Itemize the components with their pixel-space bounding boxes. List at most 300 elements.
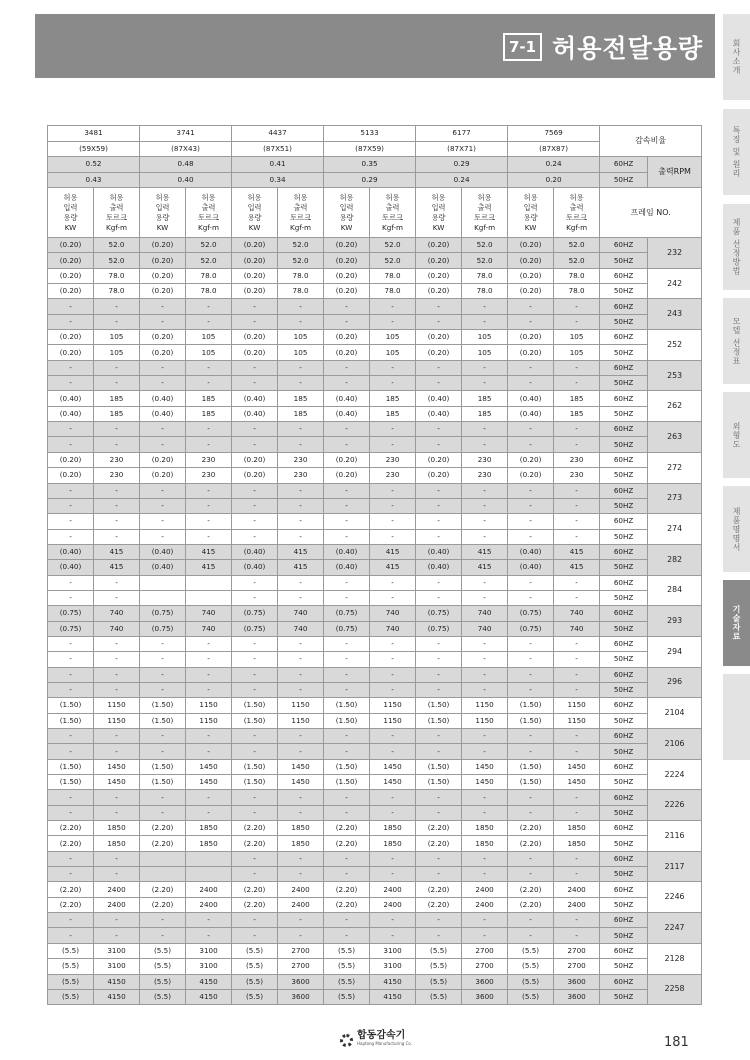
value-cell: - [232,314,278,329]
value-cell: 52.0 [278,253,324,268]
side-tab-4[interactable] [723,298,750,384]
value-cell: 3100 [186,959,232,974]
hz-cell: 60HZ [600,360,648,375]
value-cell: (0.20) [140,345,186,360]
value-cell: 1450 [462,759,508,774]
side-tab-label: 제품명명서 [732,506,741,552]
value-cell: - [94,575,140,590]
value-cell: 78.0 [462,268,508,283]
value-cell: 3100 [94,959,140,974]
value-cell: - [94,299,140,314]
table-row [48,959,702,974]
value-cell: (0.40) [324,560,370,575]
value-cell: (0.20) [416,468,462,483]
table-row [48,483,702,498]
value-cell: 1150 [186,698,232,713]
value-cell: 230 [94,468,140,483]
value-cell: - [278,422,324,437]
value-cell: - [416,299,462,314]
value-cell: (5.5) [508,989,554,1004]
value-cell: 4150 [94,989,140,1004]
value-cell: (0.20) [140,468,186,483]
value-cell: 1150 [370,698,416,713]
value-cell: - [278,360,324,375]
side-tab-3[interactable] [723,204,750,290]
value-cell: (0.20) [232,452,278,467]
value-cell: - [186,928,232,943]
table-row [48,897,702,912]
value-cell: (5.5) [508,943,554,958]
value-cell: (2.20) [324,897,370,912]
value-cell: 1850 [278,821,324,836]
value-cell: - [508,682,554,697]
value-cell: 105 [94,330,140,345]
value-cell: - [462,483,508,498]
value-cell: 230 [278,452,324,467]
value-cell: - [508,790,554,805]
value-cell: (0.20) [508,284,554,299]
value-cell: - [370,913,416,928]
value-cell: (0.75) [232,606,278,621]
value-cell: - [554,483,600,498]
value-cell: (0.20) [416,284,462,299]
frame-no-cell: 294 [648,636,702,667]
value-cell: - [94,636,140,651]
value-cell: 230 [370,452,416,467]
value-cell: - [232,667,278,682]
value-cell: - [94,422,140,437]
value-cell: - [278,667,324,682]
value-cell: 1850 [186,836,232,851]
value-cell: 1850 [278,836,324,851]
col-kw-header: 허용 입력 용량 KW [140,188,186,238]
hz-cell: 60HZ [600,667,648,682]
value-cell: (2.20) [416,882,462,897]
value-cell: (1.50) [416,713,462,728]
header-row-units [48,188,702,238]
value-cell: - [324,867,370,882]
value-cell: (5.5) [416,974,462,989]
value-cell: 1150 [278,698,324,713]
value-cell: 1850 [370,821,416,836]
table-row [48,514,702,529]
value-cell: (5.5) [140,943,186,958]
value-cell: (2.20) [140,882,186,897]
value-cell: 4150 [370,989,416,1004]
value-cell: - [186,498,232,513]
frame-no-cell: 2106 [648,729,702,760]
value-cell: 2700 [278,959,324,974]
value-cell: - [416,682,462,697]
side-tab-5[interactable] [723,392,750,478]
value-cell: - [48,514,94,529]
value-cell: 2400 [370,882,416,897]
value-cell: (0.75) [324,621,370,636]
value-cell: - [140,422,186,437]
value-cell: - [278,867,324,882]
value-cell: 105 [554,330,600,345]
section-title [503,30,703,64]
value-cell: 415 [370,544,416,559]
value-cell: - [232,729,278,744]
value-cell: - [140,729,186,744]
value-cell: - [416,437,462,452]
value-cell: - [278,514,324,529]
value-cell: - [416,314,462,329]
value-cell: 230 [554,468,600,483]
value-cell: - [232,913,278,928]
value-cell: (0.20) [324,452,370,467]
value-cell: - [508,575,554,590]
value-cell: (1.50) [508,713,554,728]
value-cell: (5.5) [232,959,278,974]
value-cell: 1850 [462,836,508,851]
value-cell: (0.75) [508,621,554,636]
value-cell: - [462,422,508,437]
table-row [48,698,702,713]
value-cell: - [278,928,324,943]
value-cell: (1.50) [140,759,186,774]
value-cell: (0.40) [416,391,462,406]
frame-no-cell: 284 [648,575,702,606]
value-cell: 740 [370,621,416,636]
value-cell: (1.50) [324,713,370,728]
value-cell: - [554,928,600,943]
value-cell: - [186,314,232,329]
value-cell: 105 [554,345,600,360]
value-cell: - [186,299,232,314]
value-cell: - [462,360,508,375]
value-cell: - [324,360,370,375]
value-cell: (2.20) [508,897,554,912]
value-cell: (5.5) [140,959,186,974]
value-cell: - [462,636,508,651]
hz-cell: 50HZ [600,713,648,728]
ratio-header-cell: 7569 [508,126,600,142]
value-cell: - [140,498,186,513]
frame-no-cell: 253 [648,360,702,391]
value-cell: - [370,667,416,682]
value-cell: (0.20) [140,452,186,467]
value-cell: - [48,498,94,513]
value-cell: - [508,652,554,667]
value-cell: 1150 [554,713,600,728]
value-cell: - [94,667,140,682]
value-cell: 185 [186,406,232,421]
frame-no-cell: 263 [648,422,702,453]
hz-cell: 50HZ [600,498,648,513]
value-cell: (5.5) [232,974,278,989]
value-cell: - [324,682,370,697]
value-cell: - [508,805,554,820]
value-cell: - [140,636,186,651]
value-cell: (0.20) [48,345,94,360]
value-cell: - [508,744,554,759]
value-cell: (5.5) [324,989,370,1004]
value-cell: - [94,867,140,882]
value-cell: 415 [278,560,324,575]
value-cell: (0.40) [48,560,94,575]
value-cell: - [186,805,232,820]
value-cell: (5.5) [508,959,554,974]
value-cell: - [462,299,508,314]
hz-cell: 60HZ [600,330,648,345]
table-row [48,330,702,345]
table-row [48,928,702,943]
col-torque-header: 허용 출력 토르크 Kgf-m [554,188,600,238]
rpm-60-cell: 0.24 [508,157,600,173]
hz-cell: 50HZ [600,253,648,268]
value-cell: - [48,867,94,882]
value-cell: - [508,483,554,498]
hz-cell: 50HZ [600,897,648,912]
value-cell: - [140,913,186,928]
value-cell: - [554,437,600,452]
value-cell: (1.50) [48,759,94,774]
hz-cell: 60HZ [600,821,648,836]
value-cell: (2.20) [48,821,94,836]
value-cell: 105 [462,345,508,360]
rpm-50-cell: 0.20 [508,172,600,188]
value-cell: (0.75) [48,621,94,636]
value-cell: 4150 [186,974,232,989]
value-cell: - [140,529,186,544]
value-cell: (0.75) [48,606,94,621]
ratio-sub-cell: (87X59) [324,141,416,157]
value-cell: (2.20) [232,882,278,897]
value-cell: - [462,851,508,866]
value-cell: - [324,299,370,314]
value-cell: 2400 [554,882,600,897]
value-cell [186,575,232,590]
value-cell: - [508,913,554,928]
value-cell: - [48,376,94,391]
value-cell: (5.5) [508,974,554,989]
value-cell: 2700 [278,943,324,958]
table-row [48,729,702,744]
value-cell: 1850 [370,836,416,851]
value-cell: (0.40) [416,406,462,421]
hz-cell: 50HZ [600,805,648,820]
value-cell: - [370,529,416,544]
value-cell: - [186,636,232,651]
frame-no-cell: 2128 [648,943,702,974]
value-cell: - [186,790,232,805]
value-cell: - [94,682,140,697]
value-cell: - [416,652,462,667]
value-cell: - [94,514,140,529]
value-cell: (0.75) [232,621,278,636]
value-cell: 740 [462,606,508,621]
value-cell: 52.0 [370,238,416,253]
value-cell: - [48,636,94,651]
value-cell: - [554,805,600,820]
value-cell: - [370,437,416,452]
value-cell: - [140,314,186,329]
hz-cell: 50HZ [600,989,648,1004]
rpm-50-cell: 0.24 [416,172,508,188]
value-cell: - [370,928,416,943]
value-cell: - [278,913,324,928]
value-cell: (2.20) [416,836,462,851]
ratio-header-cell: 3741 [140,126,232,142]
table-row [48,913,702,928]
value-cell: - [232,682,278,697]
value-cell: - [462,575,508,590]
frame-no-cell: 273 [648,483,702,514]
ratio-sub-cell: (87X87) [508,141,600,157]
value-cell: - [508,360,554,375]
table-row [48,943,702,958]
col-torque-header: 허용 출력 토르크 Kgf-m [94,188,140,238]
value-cell: - [324,805,370,820]
value-cell: - [462,867,508,882]
value-cell: 415 [462,544,508,559]
value-cell: - [416,928,462,943]
value-cell: - [508,667,554,682]
value-cell: 740 [278,606,324,621]
table-row [48,836,702,851]
table-row [48,867,702,882]
value-cell: - [94,790,140,805]
value-cell: - [324,590,370,605]
value-cell: - [186,667,232,682]
value-cell: 3600 [554,989,600,1004]
value-cell: (5.5) [48,974,94,989]
value-cell: (0.20) [508,452,554,467]
value-cell: (5.5) [140,989,186,1004]
side-tab-8[interactable] [723,674,750,760]
value-cell: - [48,805,94,820]
value-cell: - [324,498,370,513]
value-cell: 1150 [186,713,232,728]
value-cell: (0.20) [140,330,186,345]
col-torque-header: 허용 출력 토르크 Kgf-m [462,188,508,238]
value-cell: - [324,790,370,805]
value-cell: 78.0 [554,284,600,299]
value-cell: - [94,928,140,943]
hz-cell: 60HZ [600,299,648,314]
value-cell: 1150 [94,713,140,728]
value-cell: - [462,928,508,943]
value-cell: (0.20) [324,253,370,268]
value-cell: 1450 [278,759,324,774]
value-cell: - [370,498,416,513]
value-cell: (0.40) [508,560,554,575]
value-cell: (0.20) [508,238,554,253]
value-cell: 78.0 [370,284,416,299]
table-row [48,299,702,314]
value-cell: (2.20) [48,882,94,897]
value-cell: 230 [370,468,416,483]
value-cell: - [278,636,324,651]
value-cell: - [94,652,140,667]
hz-cell: 50HZ [600,437,648,452]
value-cell: (0.20) [324,284,370,299]
value-cell: (2.20) [416,897,462,912]
table-row [48,636,702,651]
value-cell: 3100 [370,943,416,958]
value-cell: (0.75) [140,621,186,636]
hz-cell: 50HZ [600,560,648,575]
side-tab-1[interactable] [723,14,750,100]
page-title: 허용전달용량 [552,34,703,63]
side-tab-7[interactable] [723,580,750,666]
value-cell: 2400 [186,882,232,897]
section-header-bar [35,14,715,78]
hz-cell: 60HZ [600,514,648,529]
value-cell: 3100 [94,943,140,958]
value-cell: - [278,498,324,513]
value-cell: 415 [94,544,140,559]
logo-korean-name: 합동감속기 [357,1030,406,1041]
value-cell: - [462,805,508,820]
value-cell: - [232,790,278,805]
value-cell: - [232,867,278,882]
value-cell: 1850 [94,836,140,851]
table-row [48,360,702,375]
value-cell: - [370,805,416,820]
frame-no-cell: 282 [648,544,702,575]
value-cell: - [554,498,600,513]
value-cell: - [462,514,508,529]
table-row [48,498,702,513]
value-cell: - [416,867,462,882]
value-cell: 185 [278,406,324,421]
value-cell: (0.40) [140,406,186,421]
value-cell: 1150 [94,698,140,713]
table-row [48,391,702,406]
value-cell: (0.20) [232,284,278,299]
side-tab-2[interactable] [723,109,750,195]
value-cell: - [48,314,94,329]
value-cell: (0.40) [508,544,554,559]
value-cell: 1450 [94,775,140,790]
value-cell: (1.50) [232,713,278,728]
ratio-label-cell: 감속비율 [600,126,702,157]
value-cell: - [370,729,416,744]
value-cell: - [554,682,600,697]
value-cell: - [554,575,600,590]
frame-no-cell: 2116 [648,821,702,852]
value-cell: 740 [554,606,600,621]
rpm-50-cell: 0.40 [140,172,232,188]
rpm-50-cell: 0.43 [48,172,140,188]
value-cell: - [462,376,508,391]
side-tab-6[interactable] [723,486,750,572]
value-cell: 3600 [554,974,600,989]
value-cell: - [370,790,416,805]
value-cell: - [416,422,462,437]
value-cell: (1.50) [48,698,94,713]
value-cell: 1450 [370,759,416,774]
value-cell: (5.5) [140,974,186,989]
value-cell: - [508,867,554,882]
hz-cell: 60HZ [600,544,648,559]
value-cell: 52.0 [186,238,232,253]
value-cell: 740 [554,621,600,636]
value-cell: 1850 [94,821,140,836]
value-cell: - [554,314,600,329]
value-cell: - [554,744,600,759]
hz-cell: 60HZ [600,157,648,173]
value-cell: (0.20) [48,238,94,253]
value-cell: (0.20) [508,468,554,483]
value-cell: - [48,928,94,943]
value-cell: - [48,729,94,744]
hz-cell: 60HZ [600,974,648,989]
value-cell: - [278,729,324,744]
